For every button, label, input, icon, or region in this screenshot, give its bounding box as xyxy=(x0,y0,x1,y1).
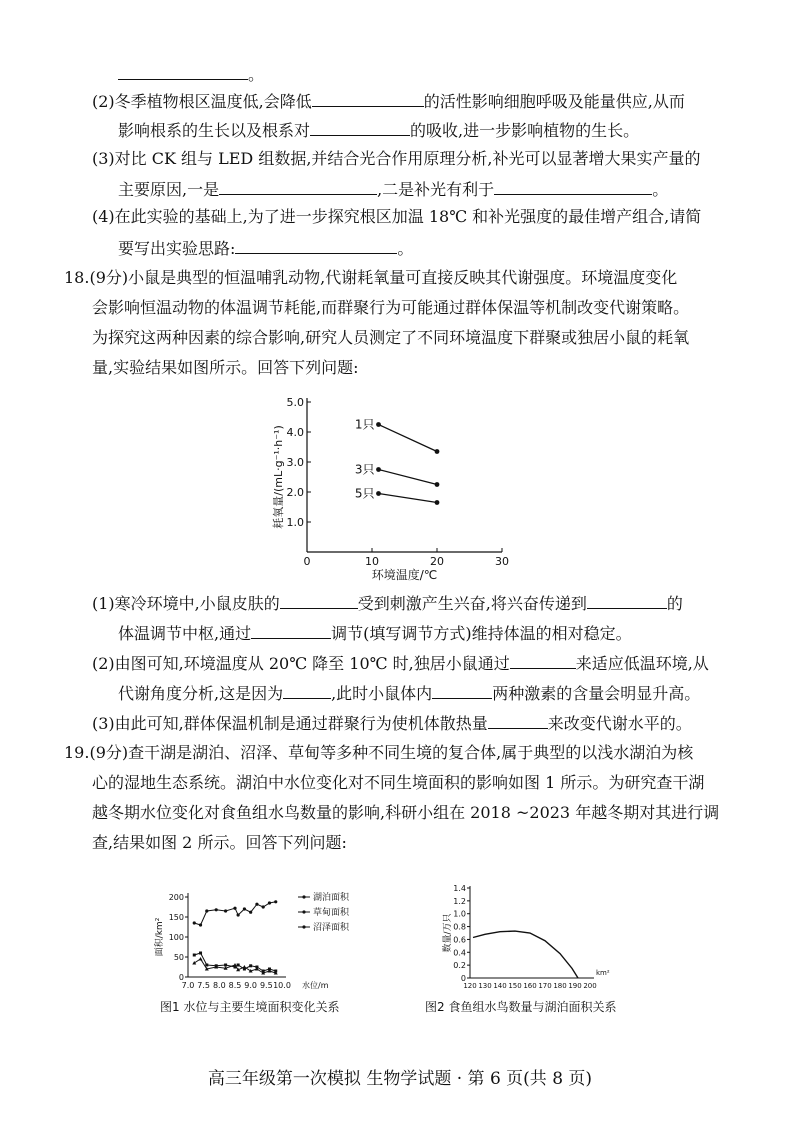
q19-stem-3: 越冬期水位变化对食鱼组水鸟数量的影响,科研小组在 2018 ~2023 年越冬期对其进行调 xyxy=(92,803,720,822)
y-tick-label: 200 xyxy=(168,893,184,902)
y-tick-label: 5.0 xyxy=(286,396,304,409)
y-tick-label: 0.2 xyxy=(453,961,466,971)
q18-part2-line2: 代谢角度分析,这是因为 ,此时小鼠体内 两种激素的含量会明显升高。 xyxy=(118,681,700,705)
oxygen-consumption-chart xyxy=(262,390,522,590)
y-tick-label: 0 xyxy=(178,973,184,982)
x-tick-label: 190 xyxy=(568,982,582,990)
y-tick-label: 1.0 xyxy=(286,516,304,529)
y-tick-label: 0.4 xyxy=(453,948,466,958)
x-axis-label: 环境温度/℃ xyxy=(371,568,438,582)
answer-blank[interactable] xyxy=(219,177,377,195)
x-tick-label: 30 xyxy=(495,555,509,568)
page-footer: 高三年级第一次模拟 生物学试题 · 第 6 页(共 8 页) xyxy=(207,1069,593,1089)
data-point xyxy=(249,911,252,914)
legend-label: 湖泊面积 xyxy=(313,893,350,903)
data-point xyxy=(435,500,440,505)
q18-part3: (3)由此可知,群体保温机制是通过群聚行为使机体散热量 来改变代谢水平的。 xyxy=(92,711,692,735)
x-tick-label: 180 xyxy=(553,982,567,990)
x-tick-label: 10.0 xyxy=(273,981,291,990)
legend-marker xyxy=(302,910,305,913)
data-point xyxy=(224,909,227,912)
q17-part2-line1: (2)冬季植物根区温度低,会降低 的活性影响细胞呼吸及能量供应,从而 xyxy=(92,89,685,113)
answer-blank[interactable] xyxy=(235,236,397,254)
q18-stem-2: 会影响恒温动物的体温调节耗能,而群聚行为可能通过群体保温等机制改变代谢策略。 xyxy=(92,298,690,317)
data-point xyxy=(233,963,237,967)
answer-blank[interactable] xyxy=(587,591,667,609)
x-tick-label: 8.0 xyxy=(212,981,226,990)
legend-marker xyxy=(302,925,305,928)
x-tick-label: 120 xyxy=(463,982,477,990)
answer-blank[interactable] xyxy=(494,177,652,195)
answer-blank[interactable] xyxy=(251,621,331,639)
x-tick-label: 7.0 xyxy=(181,981,195,990)
data-point xyxy=(255,903,258,906)
q19-stem-2: 心的湿地生态系统。湖泊中水位变化对不同生境面积的影响如图 1 所示。为研究查干湖 xyxy=(92,773,705,792)
answer-blank[interactable] xyxy=(488,711,548,729)
data-point xyxy=(376,467,381,472)
series-label: 3只 xyxy=(354,462,375,477)
x-tick-label: 20 xyxy=(430,555,444,568)
x-tick-label: 0 xyxy=(303,555,311,568)
fig1-caption: 图1 水位与主要生境面积变化关系 xyxy=(160,1000,340,1014)
q17-part4-line1: (4)在此实验的基础上,为了进一步探究根区加温 18℃ 和补光强度的最佳增产组合,请简 xyxy=(92,207,702,226)
y-tick-label: 1.4 xyxy=(453,884,466,893)
answer-blank[interactable] xyxy=(118,62,248,80)
data-point xyxy=(274,900,277,903)
q18-part1-line1: (1)寒冷环境中,小鼠皮肤的 受到刺激产生兴奋,将兴奋传递到 的 xyxy=(92,591,683,615)
q18-stem-1: 18.(9分)小鼠是典型的恒温哺乳动物,代谢耗氧量可直接反映其代谢强度。环境温度变化 xyxy=(64,268,678,287)
data-point xyxy=(193,921,196,924)
data-point xyxy=(262,905,265,908)
fig2-caption: 图2 食鱼组水鸟数量与湖泊面积关系 xyxy=(425,1000,617,1014)
x-tick-label: 170 xyxy=(538,982,552,990)
data-point xyxy=(249,964,252,967)
y-axis-label: 数量/万只 xyxy=(443,913,453,953)
data-point xyxy=(224,964,227,967)
x-tick-label: 8.5 xyxy=(228,981,242,990)
data-point xyxy=(237,913,240,916)
q19-figure-2 xyxy=(440,882,615,997)
x-tick-label: 9.0 xyxy=(244,981,258,990)
data-point xyxy=(268,901,271,904)
q19-figure-1 xyxy=(150,885,370,997)
q18-figure xyxy=(262,390,522,590)
y-tick-label: 4.0 xyxy=(286,426,304,439)
data-point xyxy=(435,482,440,487)
data-point xyxy=(237,964,240,967)
q18-part1-line2: 体温调节中枢,通过 调节(填写调节方式)维持体温的相对稳定。 xyxy=(118,621,632,645)
data-point xyxy=(199,923,202,926)
x-tick-label: 130 xyxy=(478,982,492,990)
series-line xyxy=(379,494,438,503)
legend-marker xyxy=(302,895,305,898)
series-curve xyxy=(473,931,578,978)
answer-blank[interactable] xyxy=(310,118,410,136)
legend-label: 草甸面积 xyxy=(313,908,350,918)
x-axis-label: km² xyxy=(596,969,610,977)
q17-part3-line1: (3)对比 CK 组与 LED 组数据,并结合光合作用原理分析,补光可以显著增大果实产量的 xyxy=(92,149,701,168)
x-tick-label: 160 xyxy=(523,982,537,990)
x-tick-label: 9.5 xyxy=(259,981,273,990)
y-tick-label: 1.2 xyxy=(453,896,466,906)
q17-part3-line2: 主要原因,一是 ,二是补光有利于 。 xyxy=(118,177,668,201)
x-tick-label: 7.5 xyxy=(197,981,211,990)
x-axis-label: 水位/m xyxy=(302,981,329,990)
x-tick-label: 10 xyxy=(365,555,379,568)
data-point xyxy=(205,964,208,967)
data-point xyxy=(376,422,381,427)
data-point xyxy=(243,907,246,910)
answer-blank[interactable] xyxy=(510,651,576,669)
answer-blank[interactable] xyxy=(312,89,424,107)
y-tick-label: 0.8 xyxy=(453,922,466,932)
q19-stem-1: 19.(9分)查干湖是湖泊、沼泽、草甸等多种不同生境的复合体,属于典型的以浅水湖泊为核 xyxy=(64,743,694,762)
y-tick-label: 0 xyxy=(460,974,466,983)
y-tick-label: 1.0 xyxy=(453,909,466,919)
x-tick-label: 140 xyxy=(493,982,507,990)
series-line xyxy=(379,470,438,485)
x-tick-label: 200 xyxy=(583,982,597,990)
q19-stem-4: 查,结果如图 2 所示。回答下列问题: xyxy=(92,833,347,852)
y-tick-label: 3.0 xyxy=(286,456,304,469)
q17-part4-line2: 要写出实验思路: 。 xyxy=(118,236,413,260)
q18-part2-line1: (2)由图可知,环境温度从 20℃ 降至 10℃ 时,独居小鼠通过 来适应低温环境,从 xyxy=(92,651,709,675)
data-point xyxy=(242,965,246,969)
data-point xyxy=(199,957,203,961)
y-tick-label: 0.6 xyxy=(453,935,466,945)
series-label: 5只 xyxy=(354,486,375,501)
data-point xyxy=(193,954,196,957)
answer-blank[interactable] xyxy=(280,591,358,609)
answer-blank[interactable] xyxy=(283,681,331,699)
q17-part2-line2: 影响根系的生长以及根系对 的吸收,进一步影响植物的生长。 xyxy=(118,118,639,142)
data-point xyxy=(435,449,440,454)
habitat-area-chart xyxy=(150,885,370,997)
q18-stem-3: 为探究这两种因素的综合影响,研究人员测定了不同环境温度下群聚或独居小鼠的耗氧 xyxy=(92,328,690,347)
y-axis-label: 面积/km² xyxy=(155,917,165,957)
q17-blank-end: 。 xyxy=(118,62,264,86)
y-tick-label: 2.0 xyxy=(286,486,304,499)
waterbird-count-chart xyxy=(440,882,615,997)
y-axis-label: 耗氧量/(mL·g⁻¹·h⁻¹) xyxy=(272,425,285,529)
data-point xyxy=(215,908,218,911)
y-tick-label: 150 xyxy=(168,913,184,922)
data-point xyxy=(376,491,381,496)
x-tick-label: 150 xyxy=(508,982,522,990)
series-line xyxy=(379,425,438,452)
series-label: 1只 xyxy=(354,417,375,432)
data-point xyxy=(205,909,208,912)
data-point xyxy=(233,907,236,910)
answer-blank[interactable] xyxy=(432,681,492,699)
series-line xyxy=(194,902,275,925)
y-tick-label: 100 xyxy=(168,933,184,942)
q18-stem-4: 量,实验结果如图所示。回答下列问题: xyxy=(92,358,359,377)
data-point xyxy=(199,952,202,955)
legend-label: 沼泽面积 xyxy=(313,923,350,933)
y-tick-label: 50 xyxy=(173,953,184,962)
